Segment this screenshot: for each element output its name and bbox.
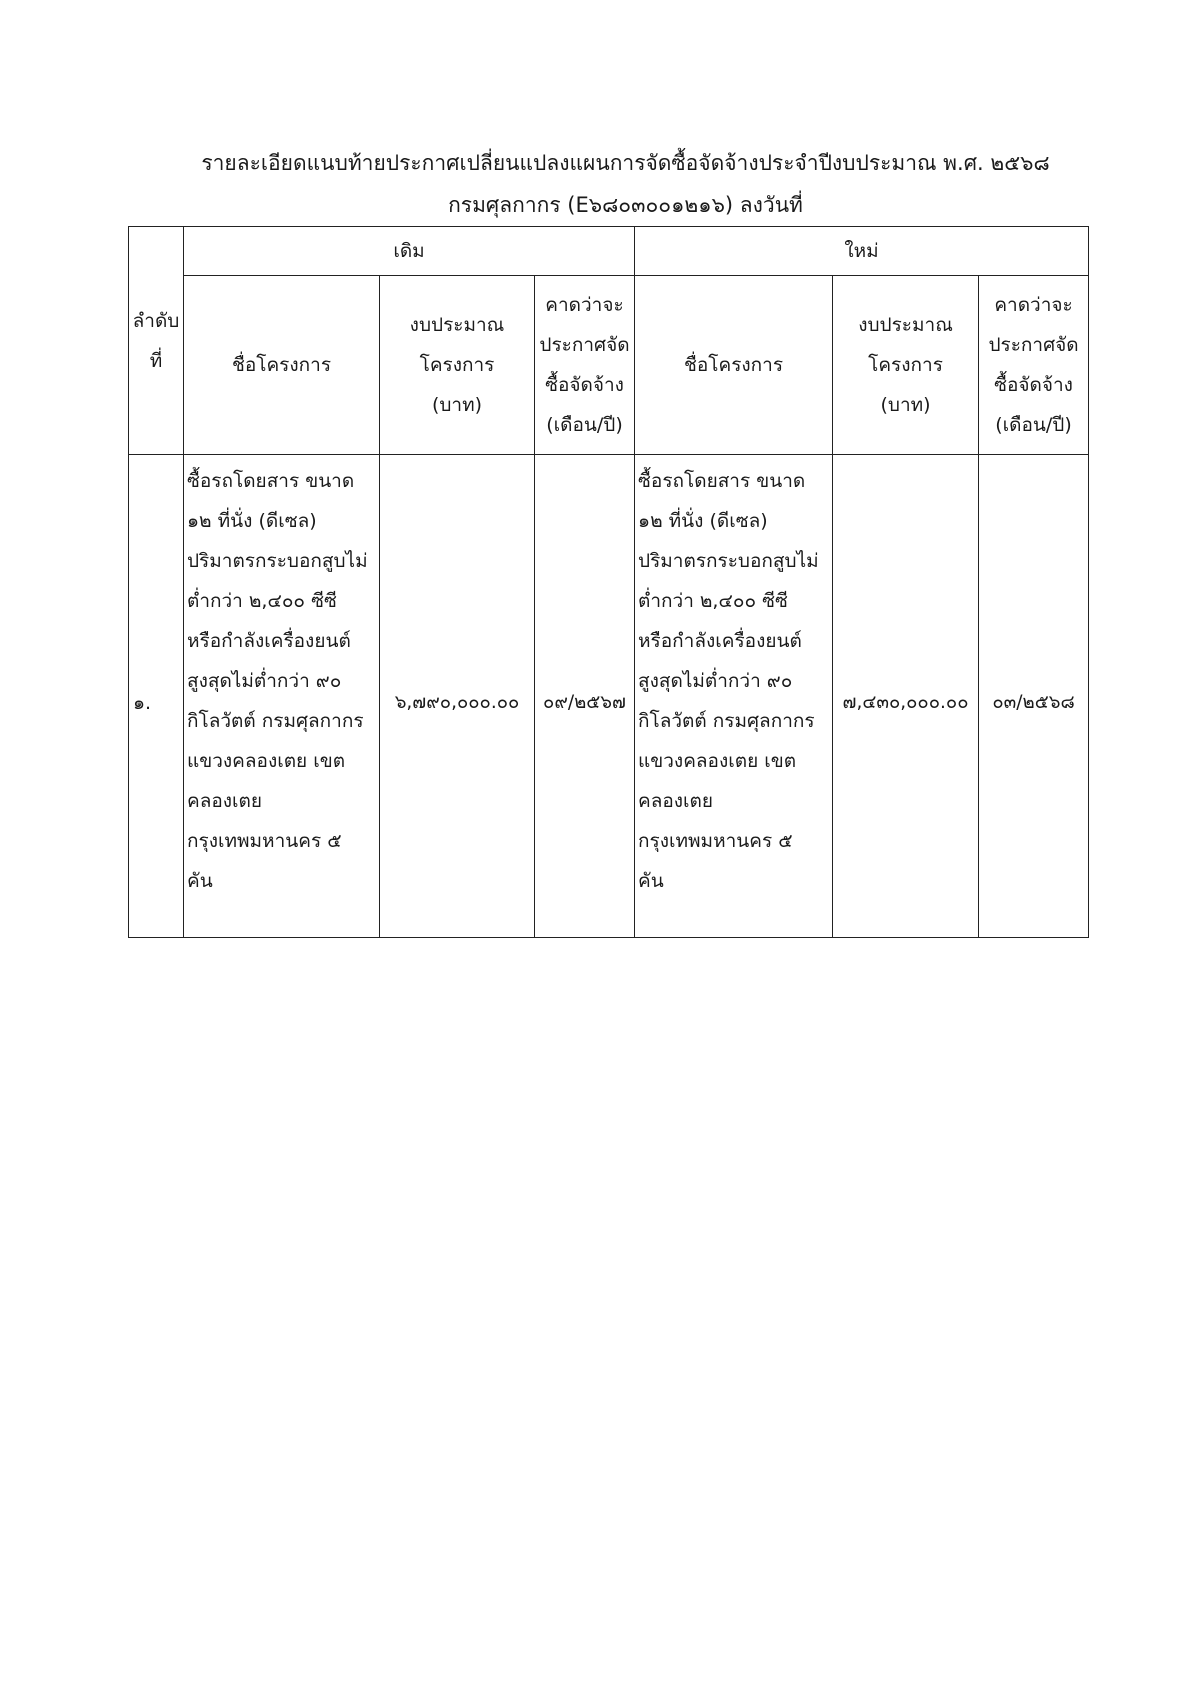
old-expected-cell	[535, 455, 635, 938]
old-project-line: ซื้อรถโดยสาร ขนาด	[187, 470, 355, 492]
old-project-name-cell	[184, 455, 380, 938]
new-project-line: ซื้อรถโดยสาร ขนาด	[638, 470, 806, 492]
new-budget-value: ๗,๔๓๐,๐๐๐.๐๐	[842, 692, 969, 713]
new-project-name-cell	[635, 455, 833, 938]
new-project-line: ปริมาตรกระบอกสูบไม่	[638, 550, 819, 572]
new-budget-cell	[833, 455, 979, 938]
old-project-line: สูงสุดไม่ต่ำกว่า ๙๐	[187, 670, 342, 692]
old-budget-header-line2: โครงการ	[419, 354, 495, 376]
old-expected-header-line1: คาดว่าจะ	[545, 294, 624, 316]
procurement-change-table	[128, 226, 1089, 938]
new-expected-value: ๐๓/๒๕๖๘	[992, 692, 1075, 713]
new-project-line: แขวงคลองเตย เขต	[638, 750, 797, 772]
new-project-name-header-text: ชื่อโครงการ	[683, 354, 784, 376]
old-project-name-header-text: ชื่อโครงการ	[231, 354, 332, 376]
seq-header	[129, 227, 184, 455]
old-group-header: เดิม	[184, 227, 635, 276]
old-budget-header	[380, 276, 535, 455]
old-project-line: หรือกำลังเครื่องยนต์	[187, 630, 351, 652]
old-budget-cell	[380, 455, 535, 938]
new-group-header: ใหม่	[635, 227, 1089, 276]
seq-value: ๑.	[133, 692, 152, 714]
new-budget-header	[833, 276, 979, 455]
new-project-line: กรุงเทพมหานคร ๕	[638, 830, 793, 852]
old-expected-header-line4: (เดือน/ปี)	[546, 414, 623, 436]
new-budget-header-line1: งบประมาณ	[858, 314, 953, 336]
new-expected-header	[979, 276, 1089, 455]
seq-cell	[129, 455, 184, 938]
document-title: รายละเอียดแนบท้ายประกาศเปลี่ยนแปลงแผนการจัดซื้อจัดจ้างประจำปีงบประมาณ พ.ศ. ๒๕๖๘	[201, 151, 1050, 175]
old-project-line: คัน	[187, 870, 213, 892]
new-expected-header-line1: คาดว่าจะ	[994, 294, 1073, 316]
new-project-line: หรือกำลังเครื่องยนต์	[638, 630, 802, 652]
old-project-line: กรุงเทพมหานคร ๕	[187, 830, 342, 852]
old-project-line: ๑๒ ที่นั่ง (ดีเซล)	[187, 510, 317, 532]
old-project-line: ต่ำกว่า ๒,๔๐๐ ซีซี	[187, 590, 337, 612]
new-budget-header-line2: โครงการ	[868, 354, 943, 376]
old-project-line: กิโลวัตต์ กรมศุลกากร	[187, 710, 364, 732]
old-project-line: คลองเตย	[187, 790, 263, 812]
new-expected-cell	[979, 455, 1089, 938]
document-subtitle: กรมศุลกากร (E๖๘๐๓๐๐๑๒๑๖) ลงวันที่	[448, 193, 803, 217]
new-project-line: ต่ำกว่า ๒,๔๐๐ ซีซี	[638, 590, 788, 612]
seq-header-line2: ที่	[149, 349, 163, 372]
old-project-name-header	[184, 276, 380, 455]
table-row	[129, 455, 1089, 938]
old-budget-header-line1: งบประมาณ	[409, 314, 505, 336]
new-expected-header-line2: ประกาศจัด	[988, 334, 1079, 356]
old-project-line: ปริมาตรกระบอกสูบไม่	[187, 550, 368, 572]
new-project-line: คัน	[638, 870, 664, 892]
new-project-line: สูงสุดไม่ต่ำกว่า ๙๐	[638, 670, 793, 692]
old-expected-header	[535, 276, 635, 455]
new-project-line: คลองเตย	[638, 790, 714, 812]
old-budget-header-line3: (บาท)	[431, 394, 483, 416]
old-project-line: แขวงคลองเตย เขต	[187, 750, 346, 772]
new-budget-header-line3: (บาท)	[880, 394, 931, 416]
new-expected-header-line4: (เดือน/ปี)	[995, 414, 1072, 436]
old-expected-value: ๐๙/๒๕๖๗	[543, 692, 626, 713]
old-budget-value: ๖,๗๙๐,๐๐๐.๐๐	[394, 692, 520, 713]
old-expected-header-line3: ซื้อจัดจ้าง	[545, 374, 624, 396]
new-expected-header-line3: ซื้อจัดจ้าง	[994, 374, 1073, 396]
group-header-row	[129, 227, 1089, 276]
seq-header-line1: ลำดับ	[132, 309, 180, 332]
new-project-line: กิโลวัตต์ กรมศุลกากร	[638, 710, 815, 732]
new-project-line: ๑๒ ที่นั่ง (ดีเซล)	[638, 510, 768, 532]
old-expected-header-line2: ประกาศจัด	[539, 334, 630, 356]
new-project-name-header	[635, 276, 833, 455]
column-header-row	[129, 276, 1089, 455]
